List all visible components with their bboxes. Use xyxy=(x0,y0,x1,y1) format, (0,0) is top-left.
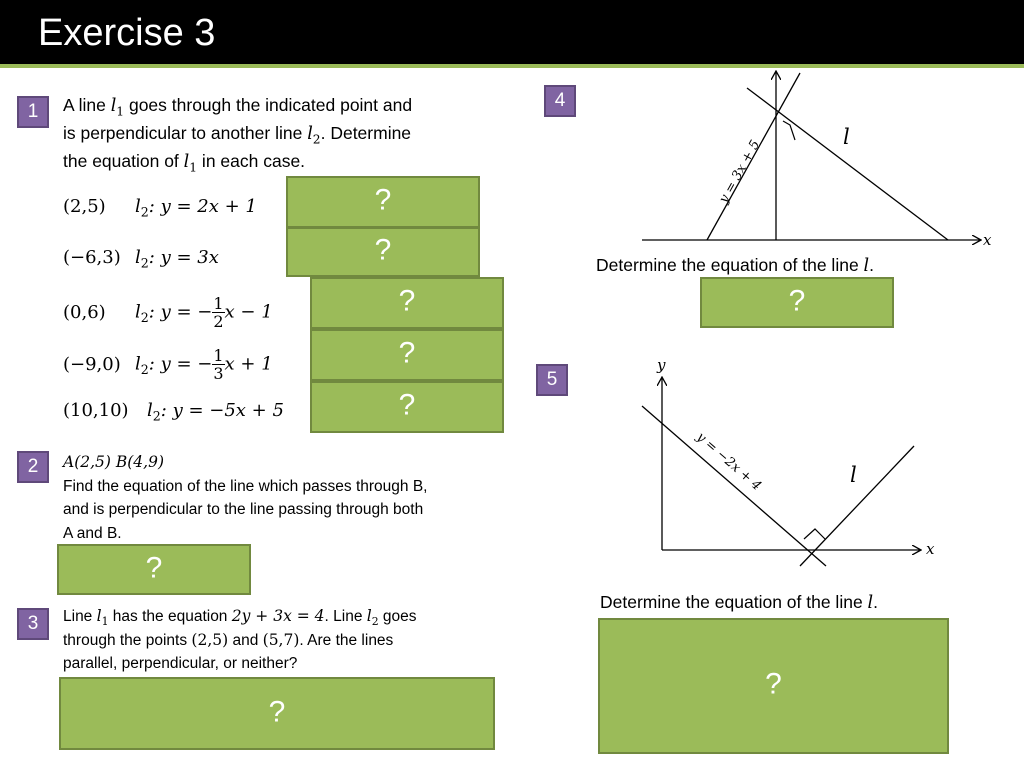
fraction: $\frac{1}{2}$ xyxy=(213,294,224,331)
q4-prompt: Determine the equation of the line l. xyxy=(596,255,875,276)
q4-x-label: x xyxy=(983,231,992,249)
q2-answer-reveal[interactable]: ? xyxy=(57,544,251,595)
q4-answer-reveal[interactable]: ? xyxy=(700,277,894,328)
q1-answer-3-reveal[interactable]: ? xyxy=(310,277,504,329)
page-title: Exercise 3 xyxy=(38,12,216,54)
q5-line-label: l xyxy=(850,463,857,487)
q1-row-3: (0,6) $l_2$: y = − $\frac{1}{2}$ x − 1 xyxy=(63,294,273,331)
q1-line-1: A line $l_1$ goes through the indicated point and xyxy=(63,95,413,119)
q5-given-line-label: y = −2x + 4 xyxy=(693,429,764,494)
q5-right-angle-mark xyxy=(804,529,825,539)
question-2-badge: 2 xyxy=(17,451,49,483)
q5-x-label: x xyxy=(926,540,935,558)
question-1-badge: 1 xyxy=(17,96,49,128)
q1-line-2: is perpendicular to another line $l_2$. Determine xyxy=(63,123,412,147)
q1-line-3: the equation of $l_1$ in each case. xyxy=(63,151,306,175)
q5-prompt: Determine the equation of the line l. xyxy=(600,592,879,613)
q1-answer-5-reveal[interactable]: ? xyxy=(310,381,504,433)
q3-line-2: through the points (2,5) and (5,7). Are the lines xyxy=(63,630,394,649)
q1-row-5: (10,10) $l_2$: y = −5x + 5 xyxy=(63,400,284,424)
fraction: $\frac{1}{3}$ xyxy=(213,346,224,383)
q3-answer-reveal[interactable]: ? xyxy=(59,677,495,750)
q1-answer-4-reveal[interactable]: ? xyxy=(310,329,504,381)
q1-row-1: (2,5) $l_2$: y = 2x + 1 xyxy=(63,196,257,220)
q5-y-label: y xyxy=(657,356,666,374)
q3-line-1: Line $l_1$ has the equation 2y + 3x = 4. Line $l_2$ goes xyxy=(63,607,417,629)
question-5-badge: 5 xyxy=(536,364,568,396)
q1-row-2: (−6,3) $l_2$: y = 3x xyxy=(63,247,219,271)
q1-answer-1-reveal[interactable]: ? xyxy=(286,176,480,228)
question-3-text: Line $l_1$ has the equation 2y + 3x = 4. Line $l_2$ goes through the points (2,5) and (5,7). Are the lines parallel, perpendicular, or neither? xyxy=(63,605,513,676)
q4-line-label: l xyxy=(843,125,850,149)
q4-given-line-label: y = 3x + 5 xyxy=(716,137,764,206)
question-4-badge: 4 xyxy=(544,85,576,117)
q1-answer-2-reveal[interactable]: ? xyxy=(286,227,480,277)
question-2-text: A(2,5) B(4,9) Find the equation of the line which passes through B, and is perpendicular to the line passing through both A and B. xyxy=(63,453,428,542)
q5-line-l xyxy=(800,446,914,566)
q5-answer-reveal[interactable]: ? xyxy=(598,618,949,754)
question-3-badge: 3 xyxy=(17,608,49,640)
q1-row-4: (−9,0) $l_2$: y = − $\frac{1}{3}$ x + 1 xyxy=(63,346,273,383)
q5-given-line xyxy=(642,406,826,566)
